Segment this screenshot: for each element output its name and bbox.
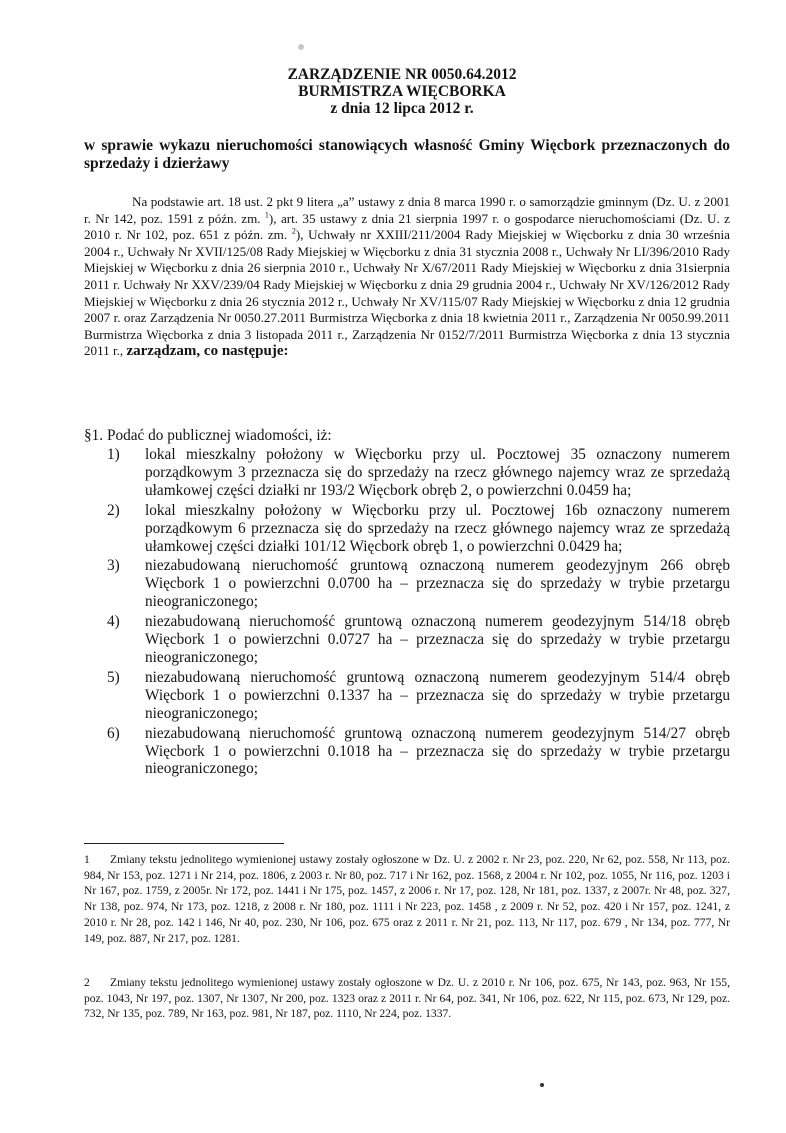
list-item <box>107 669 730 723</box>
document-date: z dnia 12 lipca 2012 r. <box>330 100 474 117</box>
list-item-number: 6) <box>107 724 120 742</box>
section-1-list <box>107 446 730 780</box>
scan-speck <box>540 1083 544 1087</box>
list-item-number: 1) <box>107 446 120 463</box>
list-item-text: niezabudowaną nieruchomość gruntową oznaczoną numerem geodezyjnym 514/27 obręb Więcbork 1 o powierzchni 0.1018 ha – przeznacza się do sprzedaży w trybie przetargu nieograniczonego; <box>145 724 730 778</box>
list-item-number: 4) <box>107 613 120 631</box>
footnote-text: Zmiany tekstu jednolitego wymienionej ustawy zostały ogłoszone w Dz. U. z 2002 r. Nr 23, poz. 220, Nr 62, poz. 558, Nr 113, poz. 984, Nr 153, poz. 1271 i Nr 214, poz. 1806, z 2003 r. Nr 80, poz. 717 i Nr 162, poz. 1568, z 2004 r. Nr 102, poz. 1055, Nr 116, poz. 1203 i Nr 167, poz. 1759, z 2005r. Nr 172, poz. 1441 i Nr 175, poz. 1457, z 2006 r. Nr 17, poz. 128, Nr 181, poz. 1337, z 2007r. Nr 48, poz. 327, Nr 138, poz. 974, Nr 173, poz. 1218, z 2008 r. Nr 180, poz. 1111 i Nr 223, poz. 1458 , z 2009 r. Nr 52, poz. 420 i Nr 157, poz. 1241, z 2010 r. Nr 28, poz. 142 i 146, Nr 40, poz. 230, Nr 106, poz. 675 oraz z 2011 r. Nr 21, poz. 113, Nr 117, poz. 679 , Nr 134, poz. 777, Nr 149, poz. 887, Nr 217, poz. 1281. <box>84 853 730 945</box>
footnote-ref-2: 2 <box>291 226 296 236</box>
list-item-number: 3) <box>107 557 120 575</box>
footnote-number: 1 <box>84 853 90 866</box>
list-item-text: niezabudowaną nieruchomość gruntową oznaczoną numerem geodezyjnym 514/4 obręb Więcbork 1 o powierzchni 0.1337 ha – przeznacza się do sprzedaży w trybie przetargu nieograniczonego; <box>145 668 730 722</box>
list-item-text: lokal mieszkalny położony w Więcborku przy ul. Pocztowej 16b oznaczony numerem porządkowym 6 przeznacza się do sprzedaży na rzecz głównego najemcy wraz ze sprzedażą ułamkowej części działki 101/12 Więcbork obręb 1, o powierzchni 0.0429 ha; <box>145 501 730 555</box>
legal-basis-closing: zarządzam, co następuje: <box>126 343 289 360</box>
footnote-2 <box>84 975 730 1022</box>
scan-speck <box>298 44 304 50</box>
document-title: ZARZĄDZENIE NR 0050.64.2012 <box>287 66 517 83</box>
document-issuer: BURMISTRZA WIĘCBORKA <box>298 83 506 100</box>
footnote-separator <box>84 843 284 844</box>
footnote-1 <box>84 852 730 946</box>
list-item-number: 2) <box>107 501 120 519</box>
footnote-text: Zmiany tekstu jednolitego wymienionej ustawy zostały ogłoszone w Dz. U. z 2010 r. Nr 106, poz. 675, Nr 143, poz. 963, Nr 155, poz. 1043, Nr 197, poz. 1307, Nr 1307, Nr 200, poz. 1323 oraz z 2011 r. Nr 64, poz. 341, Nr 106, poz. 622, Nr 115, poz. 673, Nr 129, poz. 732, Nr 135, poz. 789, Nr 163, poz. 981, Nr 187, poz. 1110, Nr 224, poz. 1337. <box>84 976 730 1021</box>
list-item-number: 5) <box>107 668 120 686</box>
legal-basis-part-1: Na podstawie art. 18 ust. 2 pkt 9 litera „a” ustawy z dnia 8 marca 1990 r. o samorządzie gminnym (Dz. U. z 2001 r. Nr 142, poz. 1591 z późn. zm. <box>84 194 730 226</box>
legal-basis-paragraph <box>84 194 730 360</box>
footnote-ref-1: 1 <box>264 210 269 220</box>
section-1-intro: §1. Podać do publicznej wiadomości, iż: <box>84 427 332 444</box>
list-item-text: lokal mieszkalny położony w Więcborku przy ul. Pocztowej 35 oznaczony numerem porządkowym 3 przeznacza się do sprzedaży na rzecz głównego najemcy wraz ze sprzedażą ułamkowej części działki nr 193/2 Więcbork obręb 2, o powierzchni 0.0459 ha; <box>145 446 730 499</box>
list-item <box>107 725 730 779</box>
list-item <box>107 502 730 556</box>
footnote-number: 2 <box>84 976 90 989</box>
document-subject: w sprawie wykazu nieruchomości stanowiących własność Gminy Więcbork przeznaczonych do sprzedaży i dzierżawy <box>84 137 730 172</box>
list-item-text: niezabudowaną nieruchomość gruntową oznaczoną numerem geodezyjnym 514/18 obręb Więcbork 1 o powierzchni 0.0727 ha – przeznacza się do sprzedaży w trybie przetargu nieograniczonego; <box>145 613 730 666</box>
legal-basis-part-3: ), Uchwały nr XXIII/211/2004 Rady Miejskiej w Więcborku z dnia 30 września 2004 r., Uchwały Nr XVII/125/08 Rady Miejskiej w Więcborku z dnia 31 stycznia 2008 r., Uchwały Nr LI/396/2010 Rady Miejskiej w Więcborku z dnia 26 sierpnia 2010 r., Uchwały Nr X/67/2011 Rady Miejskiej w Więcborku z dnia 31sierpnia 2011 r. Uchwały Nr XXV/239/04 Rady Miejskiej w Więcborku z dnia 29 grudnia 2004 r., Uchwały Nr XV/126/2012 Rady Miejskiej w Więcborku z dnia 26 stycznia 2012 r., Uchwały Nr XV/115/07 Rady Miejskiej w Więcborku z dnia 12 grudnia 2007 r. oraz Zarządzenia Nr 0050.27.2011 Burmistrza Więcborka z dnia 18 kwietnia 2011 r., Zarządzenia Nr 0050.99.2011 Burmistrza Więcborka z dnia 3 listopada 2011 r., Zarządzenia Nr 0152/7/2011 Burmistrza Więcborka z dnia 13 stycznia 2011 r., <box>84 227 730 359</box>
document-header <box>0 66 786 117</box>
list-item <box>107 446 730 500</box>
list-item <box>107 613 730 667</box>
list-item-text: niezabudowaną nieruchomość gruntową oznaczoną numerem geodezyjnym 266 obręb Więcbork 1 o powierzchni 0.0700 ha – przeznacza się do sprzedaży w trybie przetargu nieograniczonego; <box>145 557 730 611</box>
list-item <box>107 557 730 611</box>
legal-basis-part-2: ), art. 35 ustawy z dnia 21 sierpnia 1997 r. o gospodarce nieruchomościami (Dz. U. z 2010 r. Nr 102, poz. 651 z późn. zm. <box>84 210 730 243</box>
